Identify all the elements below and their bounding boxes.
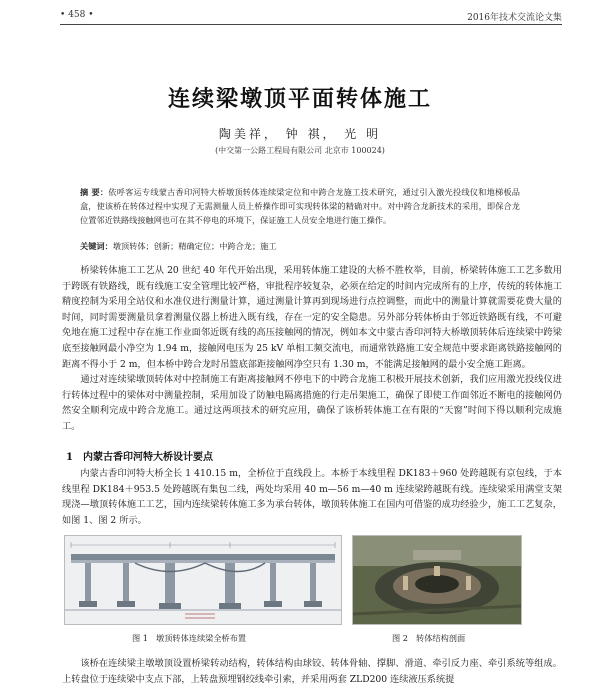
article-authors: 陶美祥， 钟 祺， 光 明 xyxy=(218,127,382,141)
introduction xyxy=(62,263,562,435)
intro-paragraph: 通过对连续梁墩顶转体对中控制施工有距离接触网不停电下的中跨合龙施工积极开展技术创新，我们应用激光投线仪进行转体过程中的梁体对中测量控制，采用加设了防触电隔离措施的行走吊架施工，确保了即使工作面邻近不断电的接触网仍然安全顺利完成中跨合龙施工。通过这两项技术的研究应用，确保了该桥转体施工在有限的“天窗”时间下得以顺利完成施工。 xyxy=(62,374,562,432)
section-body xyxy=(62,466,562,528)
figure-caption-text: 墩顶转体连续梁全桥布置 xyxy=(156,633,247,643)
keywords-label: 关键词： xyxy=(80,241,113,251)
article-title: 连续梁墩顶平面转体施工 xyxy=(167,86,432,112)
body-continuation xyxy=(62,656,562,687)
keywords xyxy=(80,241,520,252)
keywords-text: 墩顶转体；创新；精确定位；中跨合龙；施工 xyxy=(112,241,277,251)
section-paragraph: 内蒙古香印河特大桥全长 1 410.15 m，全桥位于直线段上。本桥于本线里程 DK183＋960 处跨越既有京包线，于本线里程 DK184＋953.5 处跨越既有集包二线，两处均采用 40 m—56 m—40 m 连续梁跨越既有线。连续梁采用满堂支架现浇—墩顶转体施工工艺，国内连续梁转体施工多为承台转体，墩顶转体施工在国内可借鉴的成功经验少，施工工艺复杂，如图 1、图 2 所示。 xyxy=(62,468,562,526)
figure-bridge-layout xyxy=(64,535,342,625)
abstract-label: 摘 要： xyxy=(80,187,109,197)
section-number: 1 xyxy=(66,452,73,463)
page-number: • 458 • xyxy=(60,10,94,20)
figure-caption xyxy=(132,633,246,644)
figure-number: 图 1 xyxy=(132,633,148,643)
running-header xyxy=(60,8,562,25)
figure-rotation-structure xyxy=(352,535,522,625)
section-title: 内蒙古香印河特大桥设计要点 xyxy=(82,452,213,463)
body-paragraph: 该桥在连续梁主墩墩顶设置桥梁转动结构，转体结构由球铰、转体骨轴、撑脚、滑道、牵引反力座、牵引系统等组成。上转盘位于连续梁中支点下部，上转盘预埋钢绞线牵引索，并采用两套 ZLD200 连续液压系统提 xyxy=(62,658,562,685)
article-affiliation: (中交第一公路工程局有限公司 北京市 100024) xyxy=(215,146,385,155)
journal-name: 2016年技术交流论文集 xyxy=(467,13,562,23)
rotation-structure-photo xyxy=(353,536,521,624)
bridge-layout-drawing xyxy=(65,536,341,624)
figure-caption-text: 转体结构剖面 xyxy=(416,633,466,643)
section-heading xyxy=(66,448,213,463)
abstract xyxy=(80,185,520,227)
figure-number: 图 2 xyxy=(392,633,408,643)
abstract-text: 依呼客运专线蒙古香印河特大桥墩顶转体连续梁定位和中跨合龙施工技术研究，通过引入激光投线仪和地梯板品盒，使该桥在转体过程中实现了无需测量人员上桥操作即可实现转体梁的精确对中。对中跨合龙新技术的采用，即保合龙位置邻近铁路线接触网也可在其不停电的环境下，保证施工人员安全地进行施工操作。 xyxy=(80,187,520,225)
intro-paragraph: 桥梁转体施工工艺从 20 世纪 40 年代开始出现，采用转体施工建设的大桥不胜枚举，目前，桥梁转体施工工艺多数用于跨既有铁路线，既有线施工安全管理比较严格，审批程序较复杂，必须在给定的时间内完成所有的上序，传统的转体施工精度控制为采用全站仪和水准仪进行测量计算，通过测量计算再到现场进行点控调整，而此中的测量计算就需要花费大量的时间，同时需要测量员拿着测量仪器上桥进入既有线，存在一定的安全隐患。另外部分转体桥由于邻近铁路既有线，不可避免地在施工过程中存在施工作业面邻近既有线的高压接触网的情况，例如本文中蒙古香印河特大桥墩顶转体后连续梁中跨梁底至接触网最小净空为 1.94 m，接触网电压为 25 kV 单相工频交流电，而通常铁路施工安全规范中要求距离铁路接触网的距离不得小于 2 m，但本桥中跨合龙时吊篮底部距接触网净空只有 1.30 m，不能满足接触网的最小安全施工距离。 xyxy=(62,265,562,370)
figure-caption xyxy=(392,633,465,644)
